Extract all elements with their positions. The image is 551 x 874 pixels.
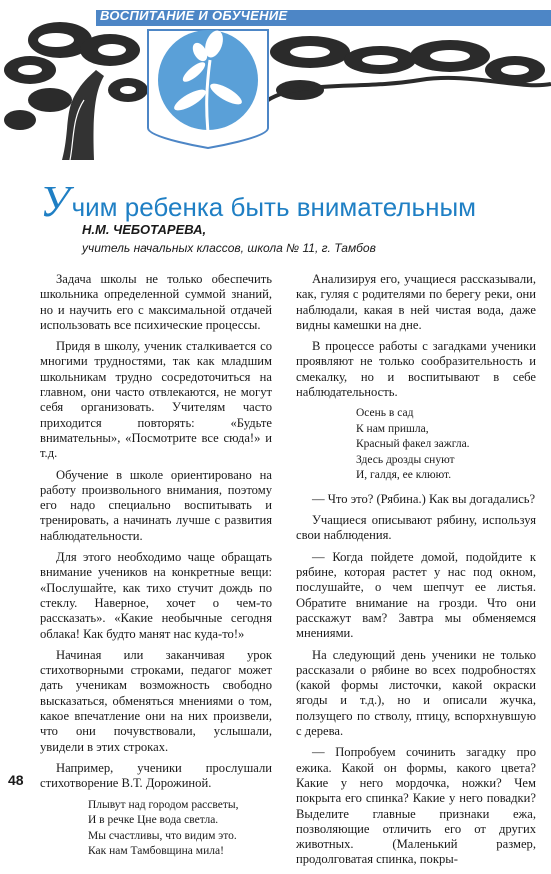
page-number: 48 <box>8 772 24 788</box>
section-rubric: ВОСПИТАНИЕ И ОБУЧЕНИЕ <box>100 8 288 23</box>
author-name: Н.М. ЧЕБОТАРЕВА, <box>82 222 207 237</box>
riddle-poem <box>356 406 536 484</box>
poem-line: Осень в сад <box>356 407 414 420</box>
paragraph: Анализируя его, учащиеся рассказывали, как, гуляя с родителями по берегу реки, они наблюдали, какая в ней чистая вода, даже видны камешки на дне. <box>296 272 536 332</box>
paragraph: На следующий день ученики не только рассказали о рябине во всех подробностях (какой формы листочки, какой окраски ягоды и т.д.), но и описали жучка, ползущего по стволу, птицу, вспорхнувшую с дерева. <box>296 647 536 739</box>
paragraph: Для этого необходимо чаще обращать внимание учеников на конкретные вещи: «Послушайте, как тихо стучит дождь по стеклу. Наверное, хочет о чем-то рассказать». «Какие необычные сегодня облака! Как будто манят нас куда-то!» <box>40 550 272 641</box>
poem-line: Плывут над городом рассветы, <box>88 798 239 811</box>
flower-on-circle-emblem <box>148 28 268 148</box>
paragraph: Учащиеся описывают рябину, используя свои наблюдения. <box>296 513 536 543</box>
section-header <box>0 0 551 160</box>
paragraph: — Что это? (Рябина.) Как вы догадались? <box>312 491 536 506</box>
poem-line: Здесь дрозды снуют <box>356 453 455 466</box>
article-title <box>40 176 540 227</box>
poem-line: Красный факел зажгла. <box>356 438 470 451</box>
poem-line: Мы счастливы, что видим это. <box>88 829 237 842</box>
poem-line: Как нам Тамбовщина мила! <box>88 845 224 857</box>
right-column <box>296 272 536 874</box>
poem-line: К нам пришла, <box>356 422 429 435</box>
poem-tambov <box>88 798 272 860</box>
paragraph: Задача школы не только обеспечить школьника определенной суммой знаний, но и научить его с максимальной отдачей использовать все психические процессы. <box>40 272 272 332</box>
paragraph: — Когда пойдете домой, подойдите к рябине, которая растет у нас под окном, послушайте, о чем шепчут ее листья. Обратите внимание на грозди. Что они расскажут вам? Завтра мы обменяемся мнениями. <box>296 549 536 641</box>
paragraph: — Попробуем сочинить загадку про ежика. Какой он формы, какого цвета? Какие у него мордочка, ножки? Чем покрыта его спинка? Какие у него повадки? Выделите главные признаки ежа, позволяющие отличить его от других животных. (Маленький размер, продолговатая спинка, покры- <box>296 745 536 867</box>
left-column <box>40 272 272 868</box>
paragraph: В процессе работы с загадками ученики проявляют не только сообразительность и смекалку, но и воспитывают в себе наблюдательность. <box>296 339 536 400</box>
title-initial: У <box>40 177 70 226</box>
paragraph: Начиная или заканчивая урок стихотворными строками, педагог может дать ученикам возможность свободно высказаться, обменяться мнениями о том, какое впечатление они на них произвели, что они почувствовали, услышали, увидели в этих строках. <box>40 647 272 754</box>
poem-line: И в речке Цне вода светла. <box>88 814 219 826</box>
paragraph: Обучение в школе ориентировано на работу произвольного внимания, поэтому его надо специально воспитывать и тренировать, а начинать лучше с развития наблюдательности. <box>40 467 272 543</box>
author-affiliation: учитель начальных классов, школа № 11, г. Тамбов <box>82 241 376 255</box>
title-rest: чим ребенка быть внимательным <box>71 192 477 222</box>
poem-line: И, галдя, ее клюют. <box>356 469 452 482</box>
paragraph: Придя в школу, ученик сталкивается со многими трудностями, так как младшим школьникам трудно сосредоточиться на главном, они часто отвлекаются, не могут себя организовать. Учителям часто приходится повторять: «Будьте внимательны», «Посмотрите все сюда!» и т.д. <box>40 339 272 461</box>
paragraph: Например, ученики прослушали стихотворение В.Т. Дорожиной. <box>40 760 272 791</box>
